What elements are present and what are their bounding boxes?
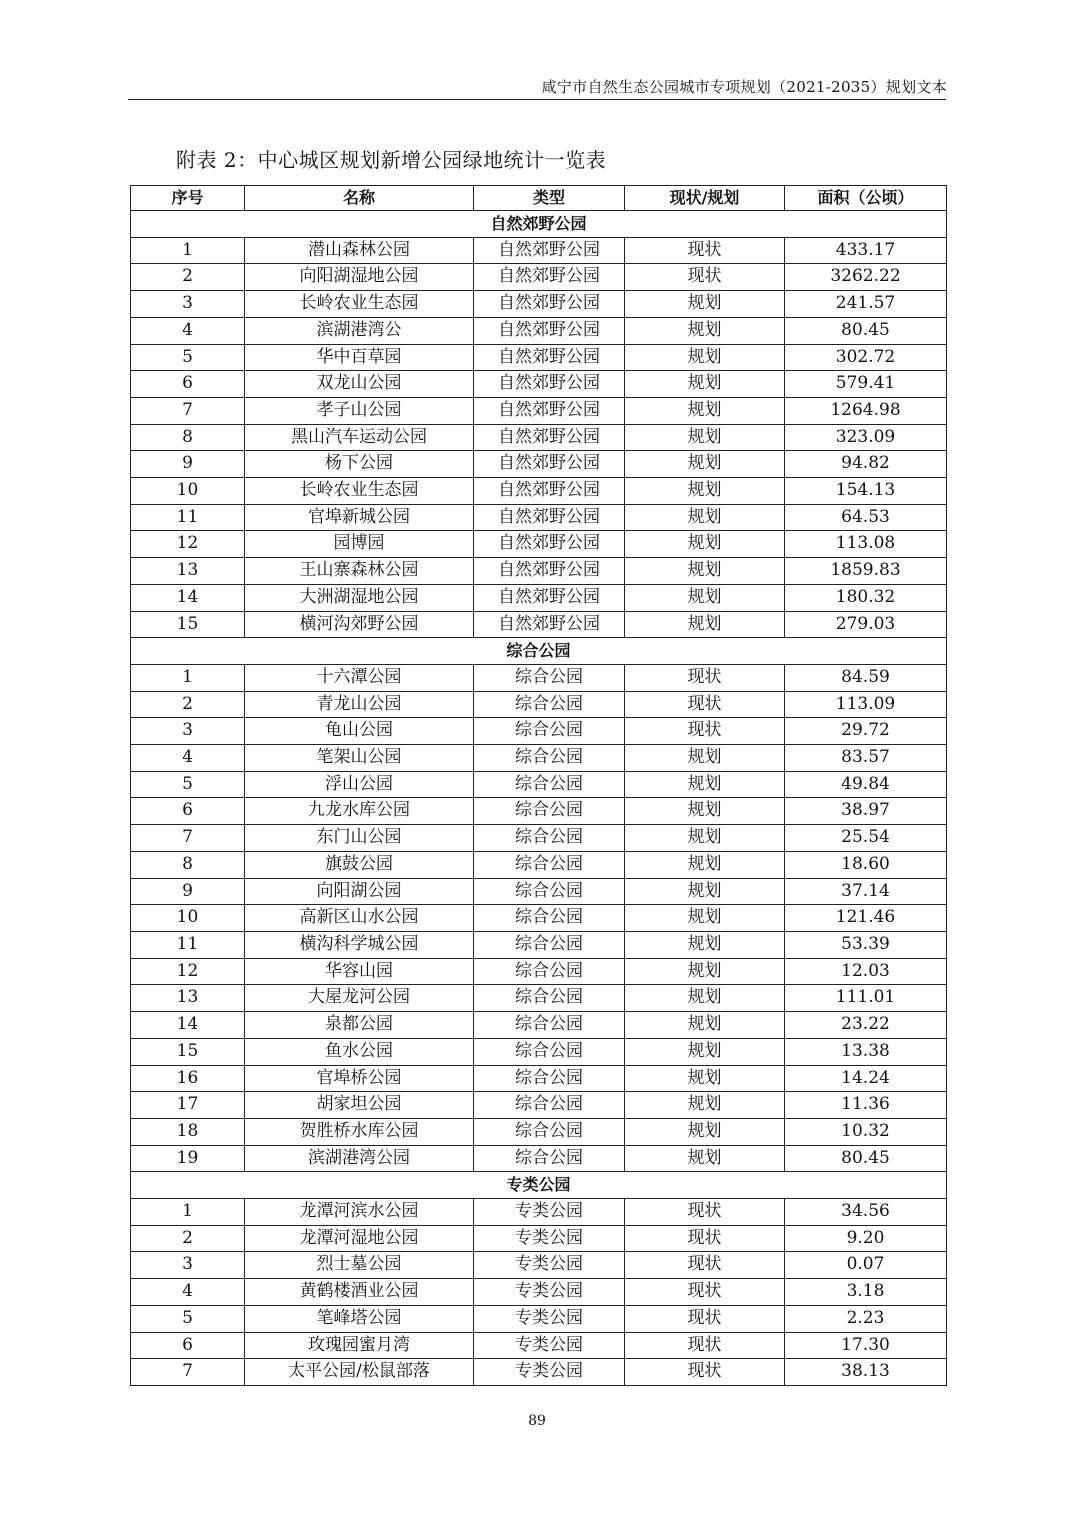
park-type-cell: 自然郊野公园: [474, 611, 625, 638]
park-status-cell: 规划: [625, 1065, 785, 1092]
park-status-cell: 现状: [625, 264, 785, 291]
park-type-cell: 综合公园: [474, 905, 625, 932]
row-index-cell: 8: [131, 424, 245, 451]
table-row: [131, 931, 947, 958]
park-status-cell: 规划: [625, 958, 785, 985]
row-index-cell: 2: [131, 264, 245, 291]
park-status-cell: 规划: [625, 611, 785, 638]
column-header-status: 现状/规划: [625, 186, 785, 211]
park-status-cell: 规划: [625, 504, 785, 531]
park-area-cell: 2.23: [785, 1305, 947, 1332]
park-status-cell: 现状: [625, 1199, 785, 1226]
park-type-cell: 综合公园: [474, 771, 625, 798]
park-name-cell: 笔架山公园: [245, 745, 474, 772]
park-area-cell: 49.84: [785, 771, 947, 798]
park-status-cell: 规划: [625, 745, 785, 772]
park-status-cell: 规划: [625, 317, 785, 344]
park-status-cell: 规划: [625, 397, 785, 424]
park-status-cell: 规划: [625, 558, 785, 585]
statistics-table-container: [130, 185, 946, 1386]
park-name-cell: 长岭农业生态园: [245, 478, 474, 505]
park-type-cell: 专类公园: [474, 1305, 625, 1332]
row-index-cell: 6: [131, 798, 245, 825]
park-name-cell: 华容山园: [245, 958, 474, 985]
park-name-cell: 烈士墓公园: [245, 1252, 474, 1279]
park-name-cell: 长岭农业生态园: [245, 291, 474, 318]
park-status-cell: 现状: [625, 664, 785, 691]
park-name-cell: 向阳湖公园: [245, 878, 474, 905]
park-name-cell: 杨下公园: [245, 451, 474, 478]
table-row: [131, 958, 947, 985]
park-type-cell: 自然郊野公园: [474, 397, 625, 424]
park-type-cell: 自然郊野公园: [474, 264, 625, 291]
table-row: [131, 397, 947, 424]
park-status-cell: 现状: [625, 1332, 785, 1359]
park-area-cell: 17.30: [785, 1332, 947, 1359]
park-name-cell: 向阳湖湿地公园: [245, 264, 474, 291]
table-row: [131, 771, 947, 798]
park-type-cell: 自然郊野公园: [474, 558, 625, 585]
park-name-cell: 高新区山水公园: [245, 905, 474, 932]
park-status-cell: 规划: [625, 1012, 785, 1039]
park-type-cell: 专类公园: [474, 1332, 625, 1359]
park-type-cell: 综合公园: [474, 1145, 625, 1172]
row-index-cell: 9: [131, 878, 245, 905]
row-index-cell: 11: [131, 931, 245, 958]
row-index-cell: 3: [131, 718, 245, 745]
row-index-cell: 14: [131, 584, 245, 611]
row-index-cell: 15: [131, 611, 245, 638]
park-name-cell: 园博园: [245, 531, 474, 558]
park-type-cell: 自然郊野公园: [474, 451, 625, 478]
row-index-cell: 10: [131, 478, 245, 505]
park-name-cell: 龙潭河湿地公园: [245, 1225, 474, 1252]
park-status-cell: 规划: [625, 344, 785, 371]
table-row: [131, 1252, 947, 1279]
table-row: [131, 478, 947, 505]
table-row: [131, 985, 947, 1012]
park-status-cell: 现状: [625, 1305, 785, 1332]
park-status-cell: 规划: [625, 1118, 785, 1145]
table-row: [131, 1092, 947, 1119]
table-row: [131, 371, 947, 398]
park-type-cell: 专类公园: [474, 1359, 625, 1386]
park-area-cell: 11.36: [785, 1092, 947, 1119]
table-row: [131, 878, 947, 905]
park-type-cell: 自然郊野公园: [474, 584, 625, 611]
table-row: [131, 718, 947, 745]
park-name-cell: 潜山森林公园: [245, 237, 474, 264]
park-name-cell: 龟山公园: [245, 718, 474, 745]
park-name-cell: 滨湖港湾公: [245, 317, 474, 344]
row-index-cell: 4: [131, 745, 245, 772]
park-area-cell: 80.45: [785, 1145, 947, 1172]
park-area-cell: 0.07: [785, 1252, 947, 1279]
table-row: [131, 264, 947, 291]
park-area-cell: 433.17: [785, 237, 947, 264]
row-index-cell: 12: [131, 531, 245, 558]
park-area-cell: 10.32: [785, 1118, 947, 1145]
park-type-cell: 自然郊野公园: [474, 504, 625, 531]
table-row: [131, 424, 947, 451]
table-row: [131, 584, 947, 611]
park-area-cell: 38.13: [785, 1359, 947, 1386]
park-area-cell: 3262.22: [785, 264, 947, 291]
park-area-cell: 34.56: [785, 1199, 947, 1226]
table-header-row: [131, 186, 947, 211]
row-index-cell: 1: [131, 237, 245, 264]
row-index-cell: 1: [131, 1199, 245, 1226]
park-status-cell: 规划: [625, 1092, 785, 1119]
table-row: [131, 611, 947, 638]
park-area-cell: 25.54: [785, 825, 947, 852]
table-row: [131, 664, 947, 691]
park-area-cell: 113.08: [785, 531, 947, 558]
park-status-cell: 规划: [625, 451, 785, 478]
column-header-type: 类型: [474, 186, 625, 211]
row-index-cell: 15: [131, 1038, 245, 1065]
park-name-cell: 孝子山公园: [245, 397, 474, 424]
park-type-cell: 综合公园: [474, 1038, 625, 1065]
park-name-cell: 东门山公园: [245, 825, 474, 852]
park-type-cell: 自然郊野公园: [474, 371, 625, 398]
park-area-cell: 23.22: [785, 1012, 947, 1039]
park-type-cell: 自然郊野公园: [474, 344, 625, 371]
park-type-cell: 综合公园: [474, 985, 625, 1012]
row-index-cell: 7: [131, 397, 245, 424]
park-name-cell: 浮山公园: [245, 771, 474, 798]
table-row: [131, 1359, 947, 1386]
row-index-cell: 5: [131, 344, 245, 371]
document-title: 附表 2：中心城区规划新增公园绿地统计一览表: [176, 148, 607, 172]
table-row: [131, 451, 947, 478]
park-area-cell: 1264.98: [785, 397, 947, 424]
section-header-row: [131, 211, 947, 238]
row-index-cell: 19: [131, 1145, 245, 1172]
park-name-cell: 大洲湖湿地公园: [245, 584, 474, 611]
park-area-cell: 323.09: [785, 424, 947, 451]
park-type-cell: 综合公园: [474, 851, 625, 878]
table-row: [131, 1145, 947, 1172]
park-type-cell: 自然郊野公园: [474, 317, 625, 344]
table-row: [131, 317, 947, 344]
park-type-cell: 综合公园: [474, 718, 625, 745]
row-index-cell: 17: [131, 1092, 245, 1119]
table-row: [131, 1225, 947, 1252]
park-type-cell: 自然郊野公园: [474, 237, 625, 264]
section-title: 自然郊野公园: [131, 211, 947, 238]
section-header-row: [131, 638, 947, 665]
park-status-cell: 规划: [625, 1038, 785, 1065]
park-type-cell: 综合公园: [474, 958, 625, 985]
row-index-cell: 4: [131, 1279, 245, 1306]
row-index-cell: 1: [131, 664, 245, 691]
park-status-cell: 规划: [625, 851, 785, 878]
table-row: [131, 291, 947, 318]
table-row: [131, 1332, 947, 1359]
row-index-cell: 18: [131, 1118, 245, 1145]
row-index-cell: 6: [131, 1332, 245, 1359]
park-name-cell: 胡家坦公园: [245, 1092, 474, 1119]
table-row: [131, 531, 947, 558]
park-statistics-table: [130, 185, 947, 1386]
row-index-cell: 11: [131, 504, 245, 531]
table-row: [131, 504, 947, 531]
park-area-cell: 154.13: [785, 478, 947, 505]
table-row: [131, 1012, 947, 1039]
park-area-cell: 12.03: [785, 958, 947, 985]
table-row: [131, 1199, 947, 1226]
table-row: [131, 1118, 947, 1145]
table-row: [131, 825, 947, 852]
row-index-cell: 3: [131, 1252, 245, 1279]
column-header-area: 面积（公顷）: [785, 186, 947, 211]
park-name-cell: 玫瑰园蜜月湾: [245, 1332, 474, 1359]
park-name-cell: 旗鼓公园: [245, 851, 474, 878]
park-area-cell: 241.57: [785, 291, 947, 318]
park-area-cell: 80.45: [785, 317, 947, 344]
park-area-cell: 94.82: [785, 451, 947, 478]
section-header-row: [131, 1172, 947, 1199]
park-type-cell: 综合公园: [474, 931, 625, 958]
table-row: [131, 798, 947, 825]
park-area-cell: 84.59: [785, 664, 947, 691]
park-area-cell: 83.57: [785, 745, 947, 772]
park-status-cell: 规划: [625, 825, 785, 852]
park-status-cell: 现状: [625, 1252, 785, 1279]
table-row: [131, 851, 947, 878]
park-status-cell: 规划: [625, 1145, 785, 1172]
park-status-cell: 现状: [625, 1279, 785, 1306]
park-status-cell: 现状: [625, 237, 785, 264]
park-name-cell: 太平公园/松鼠部落: [245, 1359, 474, 1386]
park-name-cell: 滨湖港湾公园: [245, 1145, 474, 1172]
park-area-cell: 38.97: [785, 798, 947, 825]
park-area-cell: 279.03: [785, 611, 947, 638]
table-row: [131, 344, 947, 371]
park-area-cell: 14.24: [785, 1065, 947, 1092]
park-area-cell: 53.39: [785, 931, 947, 958]
table-row: [131, 558, 947, 585]
park-type-cell: 专类公园: [474, 1279, 625, 1306]
section-title: 综合公园: [131, 638, 947, 665]
park-area-cell: 13.38: [785, 1038, 947, 1065]
park-area-cell: 64.53: [785, 504, 947, 531]
park-name-cell: 官埠桥公园: [245, 1065, 474, 1092]
row-index-cell: 2: [131, 691, 245, 718]
park-status-cell: 现状: [625, 1225, 785, 1252]
park-status-cell: 规划: [625, 291, 785, 318]
park-name-cell: 横河沟郊野公园: [245, 611, 474, 638]
park-name-cell: 龙潭河滨水公园: [245, 1199, 474, 1226]
park-status-cell: 规划: [625, 478, 785, 505]
row-index-cell: 3: [131, 291, 245, 318]
park-name-cell: 官埠新城公园: [245, 504, 474, 531]
park-name-cell: 黄鹤楼酒业公园: [245, 1279, 474, 1306]
park-area-cell: 3.18: [785, 1279, 947, 1306]
park-status-cell: 规划: [625, 905, 785, 932]
park-type-cell: 综合公园: [474, 825, 625, 852]
park-status-cell: 规划: [625, 878, 785, 905]
park-name-cell: 王山寨森林公园: [245, 558, 474, 585]
park-area-cell: 1859.83: [785, 558, 947, 585]
park-type-cell: 自然郊野公园: [474, 291, 625, 318]
table-row: [131, 1279, 947, 1306]
table-row: [131, 691, 947, 718]
park-type-cell: 专类公园: [474, 1225, 625, 1252]
park-status-cell: 规划: [625, 371, 785, 398]
table-body: [131, 211, 947, 1386]
park-area-cell: 37.14: [785, 878, 947, 905]
park-status-cell: 规划: [625, 771, 785, 798]
park-name-cell: 泉都公园: [245, 1012, 474, 1039]
table-row: [131, 1305, 947, 1332]
column-header-name: 名称: [245, 186, 474, 211]
park-type-cell: 专类公园: [474, 1252, 625, 1279]
row-index-cell: 2: [131, 1225, 245, 1252]
park-status-cell: 现状: [625, 718, 785, 745]
park-type-cell: 自然郊野公园: [474, 531, 625, 558]
park-area-cell: 18.60: [785, 851, 947, 878]
park-area-cell: 121.46: [785, 905, 947, 932]
park-status-cell: 现状: [625, 691, 785, 718]
row-index-cell: 8: [131, 851, 245, 878]
row-index-cell: 14: [131, 1012, 245, 1039]
row-index-cell: 13: [131, 985, 245, 1012]
park-name-cell: 笔峰塔公园: [245, 1305, 474, 1332]
park-type-cell: 综合公园: [474, 878, 625, 905]
row-index-cell: 6: [131, 371, 245, 398]
row-index-cell: 7: [131, 1359, 245, 1386]
park-name-cell: 黑山汽车运动公园: [245, 424, 474, 451]
park-type-cell: 专类公园: [474, 1199, 625, 1226]
park-status-cell: 规划: [625, 931, 785, 958]
park-status-cell: 规划: [625, 985, 785, 1012]
row-index-cell: 10: [131, 905, 245, 932]
park-name-cell: 十六潭公园: [245, 664, 474, 691]
section-title: 专类公园: [131, 1172, 947, 1199]
park-area-cell: 111.01: [785, 985, 947, 1012]
park-type-cell: 综合公园: [474, 1012, 625, 1039]
row-index-cell: 9: [131, 451, 245, 478]
park-status-cell: 规划: [625, 424, 785, 451]
column-header-index: 序号: [131, 186, 245, 211]
park-name-cell: 鱼水公园: [245, 1038, 474, 1065]
table-row: [131, 237, 947, 264]
park-name-cell: 横沟科学城公园: [245, 931, 474, 958]
park-type-cell: 综合公园: [474, 691, 625, 718]
park-name-cell: 贺胜桥水库公园: [245, 1118, 474, 1145]
row-index-cell: 16: [131, 1065, 245, 1092]
park-name-cell: 九龙水库公园: [245, 798, 474, 825]
header-divider: [128, 99, 946, 100]
row-index-cell: 5: [131, 771, 245, 798]
row-index-cell: 13: [131, 558, 245, 585]
row-index-cell: 12: [131, 958, 245, 985]
park-area-cell: 302.72: [785, 344, 947, 371]
park-type-cell: 综合公园: [474, 745, 625, 772]
park-type-cell: 综合公园: [474, 1118, 625, 1145]
park-name-cell: 青龙山公园: [245, 691, 474, 718]
park-area-cell: 113.09: [785, 691, 947, 718]
row-index-cell: 7: [131, 825, 245, 852]
park-area-cell: 180.32: [785, 584, 947, 611]
park-type-cell: 综合公园: [474, 664, 625, 691]
row-index-cell: 5: [131, 1305, 245, 1332]
page-number: 89: [528, 1413, 546, 1429]
park-status-cell: 规划: [625, 798, 785, 825]
row-index-cell: 4: [131, 317, 245, 344]
park-status-cell: 规划: [625, 584, 785, 611]
park-status-cell: 现状: [625, 1359, 785, 1386]
park-status-cell: 规划: [625, 531, 785, 558]
park-name-cell: 双龙山公园: [245, 371, 474, 398]
park-area-cell: 9.20: [785, 1225, 947, 1252]
table-row: [131, 1065, 947, 1092]
table-row: [131, 1038, 947, 1065]
park-area-cell: 29.72: [785, 718, 947, 745]
park-type-cell: 综合公园: [474, 1065, 625, 1092]
park-type-cell: 综合公园: [474, 798, 625, 825]
park-type-cell: 综合公园: [474, 1092, 625, 1119]
park-type-cell: 自然郊野公园: [474, 478, 625, 505]
table-row: [131, 745, 947, 772]
park-area-cell: 579.41: [785, 371, 947, 398]
running-header: 咸宁市自然生态公园城市专项规划（2021-2035）规划文本: [541, 78, 947, 96]
table-row: [131, 905, 947, 932]
park-name-cell: 大屋龙河公园: [245, 985, 474, 1012]
park-type-cell: 自然郊野公园: [474, 424, 625, 451]
park-name-cell: 华中百草园: [245, 344, 474, 371]
